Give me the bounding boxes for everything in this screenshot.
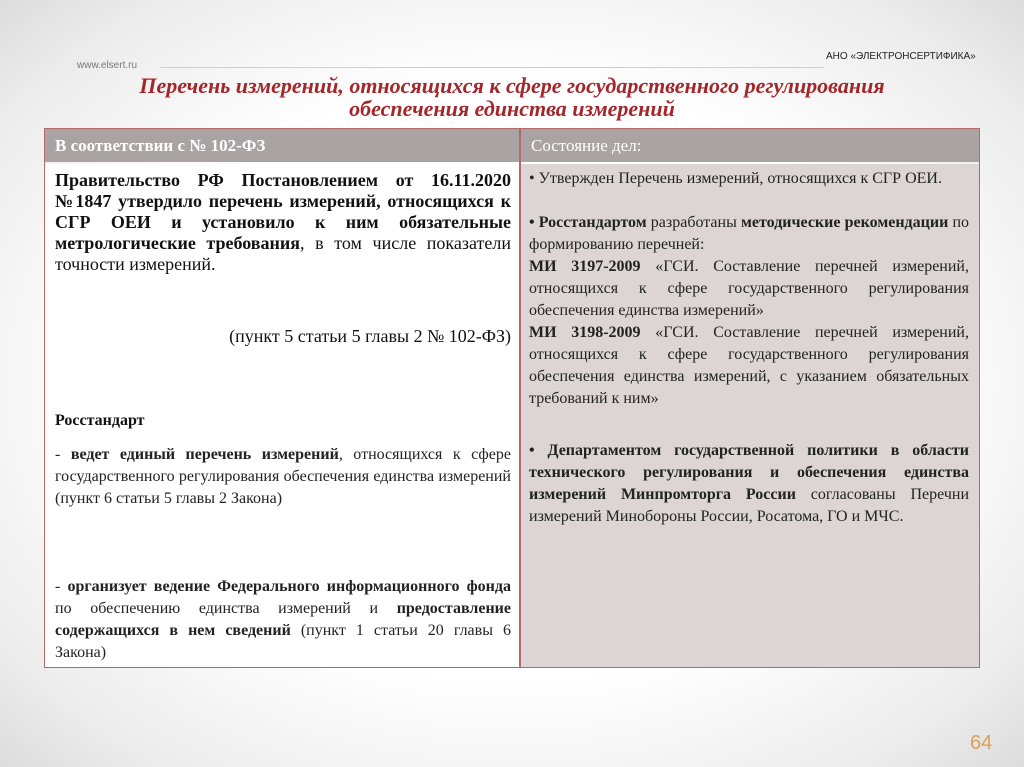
law-reference: (пункт 5 статьи 5 главы 2 № 102-ФЗ) (229, 326, 511, 346)
decree-bold-text: Правительство РФ Постановлением от 16.11.2020 №1847 утвердило перечень измерений, относящихся к СГР ОЕИ и установило к ним обязательные метрологические требования (55, 170, 511, 253)
table-header-left (45, 129, 519, 162)
slide-title (40, 74, 984, 120)
duty-1-text: , относящихся к сфере государственного регулирования обеспечения единства измерений (пункт 6 статьи 5 главы 2 Закона) (55, 446, 511, 507)
organization-name: АНО «ЭЛЕКТРОНСЕРТИФИКА» (826, 51, 976, 62)
website-link[interactable]: www.elsert.ru (77, 60, 138, 71)
status-item-mi-3197 (529, 256, 969, 322)
table-header-right-label: Состояние дел: (531, 136, 642, 155)
duty-1-bold: ведет единый перечень измерений (70, 446, 339, 463)
decree-regular-text: , в том числе показатели точности измерений. (55, 233, 511, 274)
rosstandart-duty-2 (55, 576, 511, 664)
slide-title-line-2: обеспечения единства измерений (349, 96, 675, 121)
table-cell-right (521, 164, 979, 667)
mi-3198-title: «ГСИ. Составление перечней измерений, относящихся к сфере государственного регулирования обеспечения единства измерений, с указанием обязательных требований к ним» (529, 324, 969, 407)
header-rule (160, 67, 824, 68)
duty-2-bold-2: предоставление содержащихся в нем сведений (55, 600, 511, 639)
table-cell-left (45, 164, 519, 667)
page-number: 64 (970, 732, 993, 754)
duty-1-dash: - (55, 446, 71, 463)
table-header-right (521, 129, 979, 162)
department-bold: • Департаментом государственной политики в области технического регулирования и обеспечения единства измерений Минпромторга России (529, 442, 969, 503)
duty-2-bold-1: организует ведение Федерального информационного фонда (67, 578, 511, 595)
table-header-left-label: В соответствии с № 102-ФЗ (55, 136, 266, 155)
comparison-table (44, 128, 980, 668)
duty-2-text-2: (пункт 1 статьи 20 главы 6 Закона) (55, 622, 511, 661)
mi-3197-code: МИ 3197-2009 (529, 258, 641, 275)
rosstandart-text-2: по формированию перечней: (529, 214, 970, 253)
rosstandart-bold: • Росстандартом (529, 214, 647, 231)
status-item-rosstandart (529, 212, 969, 256)
department-text: согласованы Перечни измерений Минобороны России, Росатома, ГО и МЧС. (529, 486, 970, 525)
status-item-mi-3198 (529, 322, 969, 410)
rosstandart-text-1: разработаны (646, 214, 741, 231)
duty-2-dash: - (55, 578, 68, 595)
government-decree-text (55, 170, 511, 275)
duty-2-text-1: по обеспечению единства измерений и (55, 600, 397, 617)
mi-3198-code: МИ 3198-2009 (529, 324, 641, 341)
rosstandart-heading: Росстандарт (55, 412, 145, 429)
mi-3197-title: «ГСИ. Составление перечней измерений, относящихся к сфере государственного регулирования обеспечения единства измерений» (529, 258, 969, 319)
slide-title-line-1: Перечень измерений, относящихся к сфере государственного регулирования (139, 73, 885, 98)
rosstandart-duty-1 (55, 444, 511, 510)
status-item-department (529, 440, 969, 528)
method-recommendations-bold: методические рекомендации (741, 214, 949, 231)
status-item-approved: • Утвержден Перечень измерений, относящихся к СГР ОЕИ. (529, 170, 942, 187)
